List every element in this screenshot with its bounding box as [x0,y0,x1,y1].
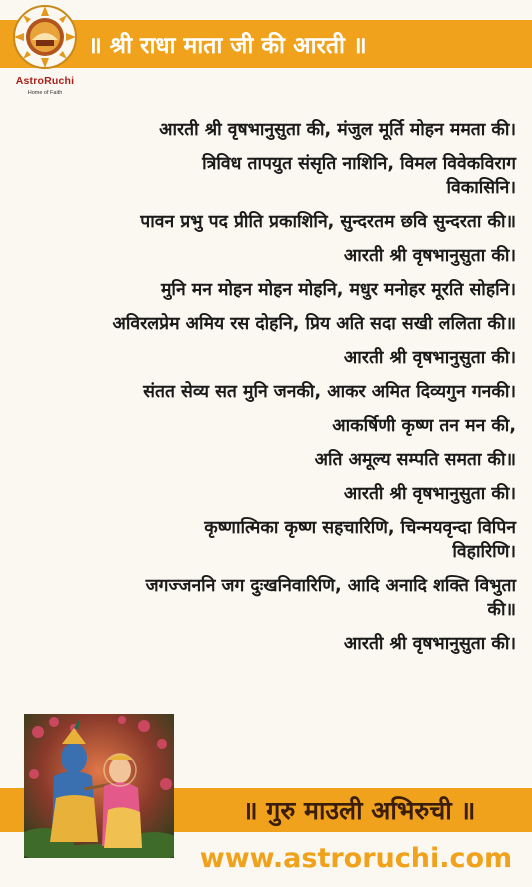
footer-title: ॥ गुरु माउली अभिरुची ॥ [242,796,476,825]
verse-line: कृष्णात्मिका कृष्ण सहचारिणि, चिन्मयवृन्दा विपिन [204,518,516,538]
verse-line: आरती श्री वृषभानुसुता की। [343,634,516,654]
verse-line: आरती श्री वृषभानुसुता की। [343,348,516,368]
aarti-verses [0,120,532,668]
astroruchi-emblem-icon [12,4,78,70]
verse-line: मुनि मन मोहन मोहन मोहनि, मधुर मनोहर मूरति सोहनि। [160,280,516,300]
logo [4,4,86,104]
verse-line: विहारिणि। [452,542,516,562]
verse-line: पावन प्रभु पद प्रीति प्रकाशिनि, सुन्दरतम छवि सुन्दरता की॥ [140,212,516,232]
verse-line: जगज्जननि जग दुःखनिवारिणि, आदि अनादि शक्ति विभुता [145,576,516,596]
verse-line: अविरलप्रेम अमिय रस दोहनि, प्रिय अति सदा सखी ललिता की॥ [112,314,516,334]
verse-line: आरती श्री वृषभानुसुता की। [343,246,516,266]
verse-line: विकासिनि। [446,178,516,198]
logo-name: AstroRuchi [15,75,75,87]
verse-line: आकर्षिणी कृष्ण तन मन की, [332,416,516,436]
website-link[interactable]: www.astroruchi.com [199,842,513,874]
verse-line: अति अमूल्य सम्पति समता की॥ [314,450,516,470]
verse-line: आरती श्री वृषभानुसुता की। [343,484,516,504]
radha-krishna-illustration [24,714,174,858]
page-title: ॥ श्री राधा माता जी की आरती ॥ [88,33,367,59]
verse-line: की॥ [487,600,516,620]
verse-line: संतत सेव्य सत मुनि जनकी, आकर अमित दिव्यगुन गनकी। [143,382,516,402]
verse-line: त्रिविध तापयुत संसृति नाशिनि, विमल विवेकविराग [202,154,516,174]
verse-line: आरती श्री वृषभानुसुता की, मंजुल मूर्ति मोहन ममता की। [159,120,516,140]
logo-tagline: Home of Faith [27,90,63,96]
radha-krishna-image [24,714,174,858]
